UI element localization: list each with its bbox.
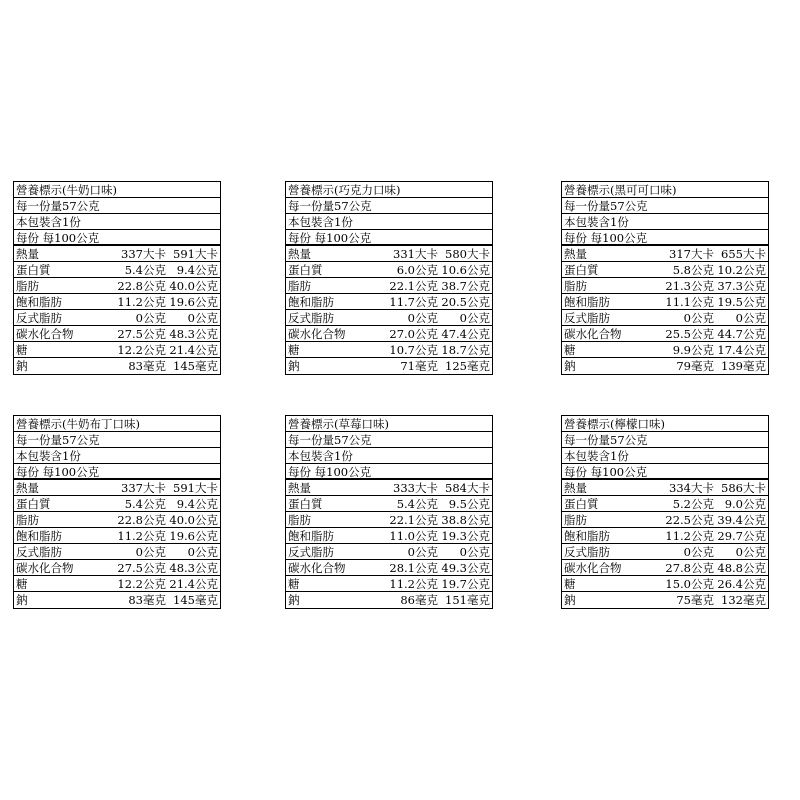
per-serving-value: 337大卡 [121,247,166,261]
per-serving-value: 27.5公克 [117,561,166,575]
nutrient-row-trans-fat [286,544,492,560]
column-header: 每份 每100公克 [286,464,492,480]
servings-per-package: 本包裝含1份 [286,448,492,464]
per-100g-value: 44.7公克 [717,327,766,341]
per-100g-value: 0公克 [735,545,766,559]
per-100g-value: 21.4公克 [169,343,218,357]
nutrient-row-protein [286,262,492,278]
nutrient-row-saturated-fat [14,294,220,310]
per-100g-value: 9.0公克 [724,497,766,511]
nutrient-name: 碳水化合物 [16,561,74,575]
nutrient-name: 熱量 [16,481,39,495]
nutrient-name: 飽和脂肪 [16,295,62,309]
nutrient-name: 蛋白質 [288,263,323,277]
nutrient-row-fat [14,512,220,528]
nutrient-row-sodium [562,358,768,374]
per-100g-value: 40.0公克 [169,513,218,527]
nutrient-name: 糖 [16,343,28,357]
per-serving-value: 11.0公克 [389,529,438,543]
serving-size: 每一份量57公克 [286,432,492,448]
per-serving-value: 0公克 [135,311,166,325]
per-100g-value: 0公克 [459,311,490,325]
per-serving-value: 5.4公克 [124,263,166,277]
per-serving-value: 5.4公克 [396,497,438,511]
per-serving-value: 21.3公克 [665,279,714,293]
nutrient-name: 飽和脂肪 [564,529,610,543]
per-100g-value: 17.4公克 [717,343,766,357]
per-100g-value: 48.3公克 [169,561,218,575]
nutrient-row-saturated-fat [562,528,768,544]
nutrition-label-milk [13,181,221,375]
nutrient-row-protein [14,262,220,278]
per-serving-value: 22.8公克 [117,279,166,293]
nutrient-name: 脂肪 [288,513,311,527]
nutrient-row-energy [562,480,768,496]
column-header: 每份 每100公克 [14,230,220,246]
nutrient-name: 鈉 [16,359,28,373]
per-serving-value: 22.1公克 [389,279,438,293]
nutrition-label-lemon [561,415,769,609]
serving-size: 每一份量57公克 [562,198,768,214]
per-100g-value: 48.3公克 [169,327,218,341]
nutrient-row-sodium [286,592,492,608]
per-serving-value: 86毫克 [400,593,438,607]
nutrient-row-carbohydrate [562,560,768,576]
per-serving-value: 333大卡 [393,481,438,495]
per-100g-value: 9.4公克 [176,497,218,511]
nutrient-row-carbohydrate [14,326,220,342]
per-serving-value: 334大卡 [669,481,714,495]
nutrient-row-trans-fat [14,310,220,326]
nutrient-name: 糖 [16,577,28,591]
nutrient-row-fat [286,512,492,528]
per-100g-value: 29.7公克 [717,529,766,543]
nutrient-row-carbohydrate [286,326,492,342]
nutrient-row-fat [562,278,768,294]
nutrient-row-sodium [286,358,492,374]
per-100g-value: 591大卡 [173,247,218,261]
nutrient-name: 糖 [564,343,576,357]
per-100g-value: 40.0公克 [169,279,218,293]
per-serving-value: 11.2公克 [389,577,438,591]
nutrient-name: 脂肪 [564,279,587,293]
serving-size: 每一份量57公克 [562,432,768,448]
nutrient-row-trans-fat [562,310,768,326]
label-title: 營養標示(牛奶布丁口味) [14,416,220,432]
per-100g-value: 18.7公克 [441,343,490,357]
per-100g-value: 38.8公克 [441,513,490,527]
per-serving-value: 75毫克 [676,593,714,607]
per-serving-value: 15.0公克 [665,577,714,591]
per-serving-value: 331大卡 [393,247,438,261]
per-100g-value: 49.3公克 [441,561,490,575]
nutrient-row-protein [562,496,768,512]
nutrient-row-energy [562,246,768,262]
per-serving-value: 0公克 [407,311,438,325]
nutrient-name: 反式脂肪 [564,545,610,559]
nutrient-row-sodium [562,592,768,608]
servings-per-package: 本包裝含1份 [562,448,768,464]
per-serving-value: 22.8公克 [117,513,166,527]
serving-size: 每一份量57公克 [14,198,220,214]
nutrient-name: 脂肪 [16,279,39,293]
nutrient-name: 糖 [288,577,300,591]
nutrient-name: 蛋白質 [16,497,51,511]
nutrient-row-protein [286,496,492,512]
nutrient-name: 鈉 [16,593,28,607]
nutrient-row-trans-fat [14,544,220,560]
per-serving-value: 11.2公克 [117,529,166,543]
nutrient-row-protein [562,262,768,278]
nutrition-label-dark-cocoa [561,181,769,375]
per-100g-value: 151毫克 [445,593,490,607]
per-100g-value: 9.5公克 [448,497,490,511]
nutrient-row-sugar [14,342,220,358]
per-serving-value: 27.0公克 [389,327,438,341]
per-serving-value: 11.7公克 [389,295,438,309]
per-100g-value: 0公克 [187,311,218,325]
per-100g-value: 19.5公克 [717,295,766,309]
nutrient-name: 熱量 [16,247,39,261]
per-serving-value: 10.7公克 [389,343,438,357]
per-100g-value: 125毫克 [445,359,490,373]
per-100g-value: 145毫克 [173,593,218,607]
nutrient-name: 反式脂肪 [288,311,334,325]
nutrient-row-trans-fat [562,544,768,560]
per-100g-value: 47.4公克 [441,327,490,341]
nutrient-name: 碳水化合物 [16,327,74,341]
per-100g-value: 586大卡 [721,481,766,495]
nutrient-row-carbohydrate [14,560,220,576]
nutrient-row-energy [14,246,220,262]
per-serving-value: 71毫克 [400,359,438,373]
per-serving-value: 0公克 [135,545,166,559]
nutrient-row-fat [562,512,768,528]
servings-per-package: 本包裝含1份 [14,214,220,230]
per-100g-value: 591大卡 [173,481,218,495]
per-serving-value: 0公克 [683,545,714,559]
nutrition-label-chocolate [285,181,493,375]
per-serving-value: 22.1公克 [389,513,438,527]
per-serving-value: 317大卡 [669,247,714,261]
per-100g-value: 26.4公克 [717,577,766,591]
nutrient-name: 反式脂肪 [16,545,62,559]
nutrient-name: 飽和脂肪 [16,529,62,543]
column-header: 每份 每100公克 [286,230,492,246]
label-title: 營養標示(黑可可口味) [562,182,768,198]
per-100g-value: 38.7公克 [441,279,490,293]
nutrient-name: 飽和脂肪 [564,295,610,309]
per-100g-value: 132毫克 [721,593,766,607]
nutrient-row-saturated-fat [286,528,492,544]
nutrient-name: 鈉 [288,359,300,373]
per-100g-value: 0公克 [735,311,766,325]
nutrient-name: 蛋白質 [16,263,51,277]
per-100g-value: 584大卡 [445,481,490,495]
nutrient-row-trans-fat [286,310,492,326]
per-100g-value: 0公克 [459,545,490,559]
per-serving-value: 11.2公克 [117,295,166,309]
nutrient-row-energy [14,480,220,496]
per-100g-value: 20.5公克 [441,295,490,309]
per-100g-value: 580大卡 [445,247,490,261]
per-100g-value: 139毫克 [721,359,766,373]
nutrient-name: 碳水化合物 [288,327,346,341]
nutrient-row-fat [14,278,220,294]
nutrient-name: 鈉 [288,593,300,607]
nutrient-row-carbohydrate [562,326,768,342]
per-100g-value: 39.4公克 [717,513,766,527]
servings-per-package: 本包裝含1份 [14,448,220,464]
nutrient-name: 反式脂肪 [16,311,62,325]
nutrition-label-milk-pudding [13,415,221,609]
column-header: 每份 每100公克 [562,230,768,246]
nutrient-name: 熱量 [564,481,587,495]
label-title: 營養標示(巧克力口味) [286,182,492,198]
per-100g-value: 19.7公克 [441,577,490,591]
nutrient-row-carbohydrate [286,560,492,576]
per-100g-value: 19.6公克 [169,529,218,543]
per-serving-value: 83毫克 [128,593,166,607]
nutrient-row-sugar [286,576,492,592]
per-serving-value: 83毫克 [128,359,166,373]
nutrient-name: 蛋白質 [564,497,599,511]
nutrient-name: 碳水化合物 [564,561,622,575]
per-serving-value: 0公克 [407,545,438,559]
per-100g-value: 48.8公克 [717,561,766,575]
nutrient-name: 反式脂肪 [564,311,610,325]
nutrient-name: 碳水化合物 [288,561,346,575]
nutrient-name: 脂肪 [564,513,587,527]
nutrient-row-protein [14,496,220,512]
per-100g-value: 21.4公克 [169,577,218,591]
nutrient-name: 反式脂肪 [288,545,334,559]
nutrient-name: 熱量 [288,247,311,261]
per-serving-value: 25.5公克 [665,327,714,341]
per-serving-value: 0公克 [683,311,714,325]
per-serving-value: 22.5公克 [665,513,714,527]
column-header: 每份 每100公克 [562,464,768,480]
per-serving-value: 27.8公克 [665,561,714,575]
per-100g-value: 10.2公克 [717,263,766,277]
nutrient-name: 蛋白質 [564,263,599,277]
label-title: 營養標示(牛奶口味) [14,182,220,198]
per-serving-value: 5.8公克 [672,263,714,277]
nutrient-name: 糖 [288,343,300,357]
nutrient-name: 熱量 [288,481,311,495]
nutrient-row-sugar [562,576,768,592]
nutrient-row-sugar [286,342,492,358]
per-serving-value: 12.2公克 [117,577,166,591]
column-header: 每份 每100公克 [14,464,220,480]
per-serving-value: 11.1公克 [665,295,714,309]
per-100g-value: 10.6公克 [441,263,490,277]
per-100g-value: 9.4公克 [176,263,218,277]
nutrient-row-sodium [14,592,220,608]
nutrient-row-sodium [14,358,220,374]
per-serving-value: 28.1公克 [389,561,438,575]
per-serving-value: 337大卡 [121,481,166,495]
nutrient-row-energy [286,480,492,496]
nutrient-name: 鈉 [564,593,576,607]
per-100g-value: 37.3公克 [717,279,766,293]
per-serving-value: 11.2公克 [665,529,714,543]
nutrient-name: 碳水化合物 [564,327,622,341]
per-100g-value: 145毫克 [173,359,218,373]
per-100g-value: 19.3公克 [441,529,490,543]
nutrient-row-fat [286,278,492,294]
per-serving-value: 5.4公克 [124,497,166,511]
nutrient-name: 糖 [564,577,576,591]
label-title: 營養標示(檸檬口味) [562,416,768,432]
nutrient-name: 脂肪 [288,279,311,293]
per-100g-value: 655大卡 [721,247,766,261]
nutrient-name: 飽和脂肪 [288,529,334,543]
nutrient-row-energy [286,246,492,262]
per-serving-value: 6.0公克 [396,263,438,277]
per-serving-value: 79毫克 [676,359,714,373]
nutrient-row-saturated-fat [562,294,768,310]
servings-per-package: 本包裝含1份 [562,214,768,230]
nutrition-label-strawberry [285,415,493,609]
nutrient-name: 脂肪 [16,513,39,527]
nutrient-row-saturated-fat [14,528,220,544]
serving-size: 每一份量57公克 [14,432,220,448]
per-serving-value: 5.2公克 [672,497,714,511]
per-100g-value: 0公克 [187,545,218,559]
servings-per-package: 本包裝含1份 [286,214,492,230]
per-serving-value: 12.2公克 [117,343,166,357]
serving-size: 每一份量57公克 [286,198,492,214]
nutrient-row-saturated-fat [286,294,492,310]
label-title: 營養標示(草莓口味) [286,416,492,432]
nutrient-name: 飽和脂肪 [288,295,334,309]
nutrient-name: 熱量 [564,247,587,261]
per-serving-value: 9.9公克 [672,343,714,357]
per-serving-value: 27.5公克 [117,327,166,341]
nutrient-name: 鈉 [564,359,576,373]
nutrient-row-sugar [562,342,768,358]
nutrient-name: 蛋白質 [288,497,323,511]
nutrient-row-sugar [14,576,220,592]
per-100g-value: 19.6公克 [169,295,218,309]
